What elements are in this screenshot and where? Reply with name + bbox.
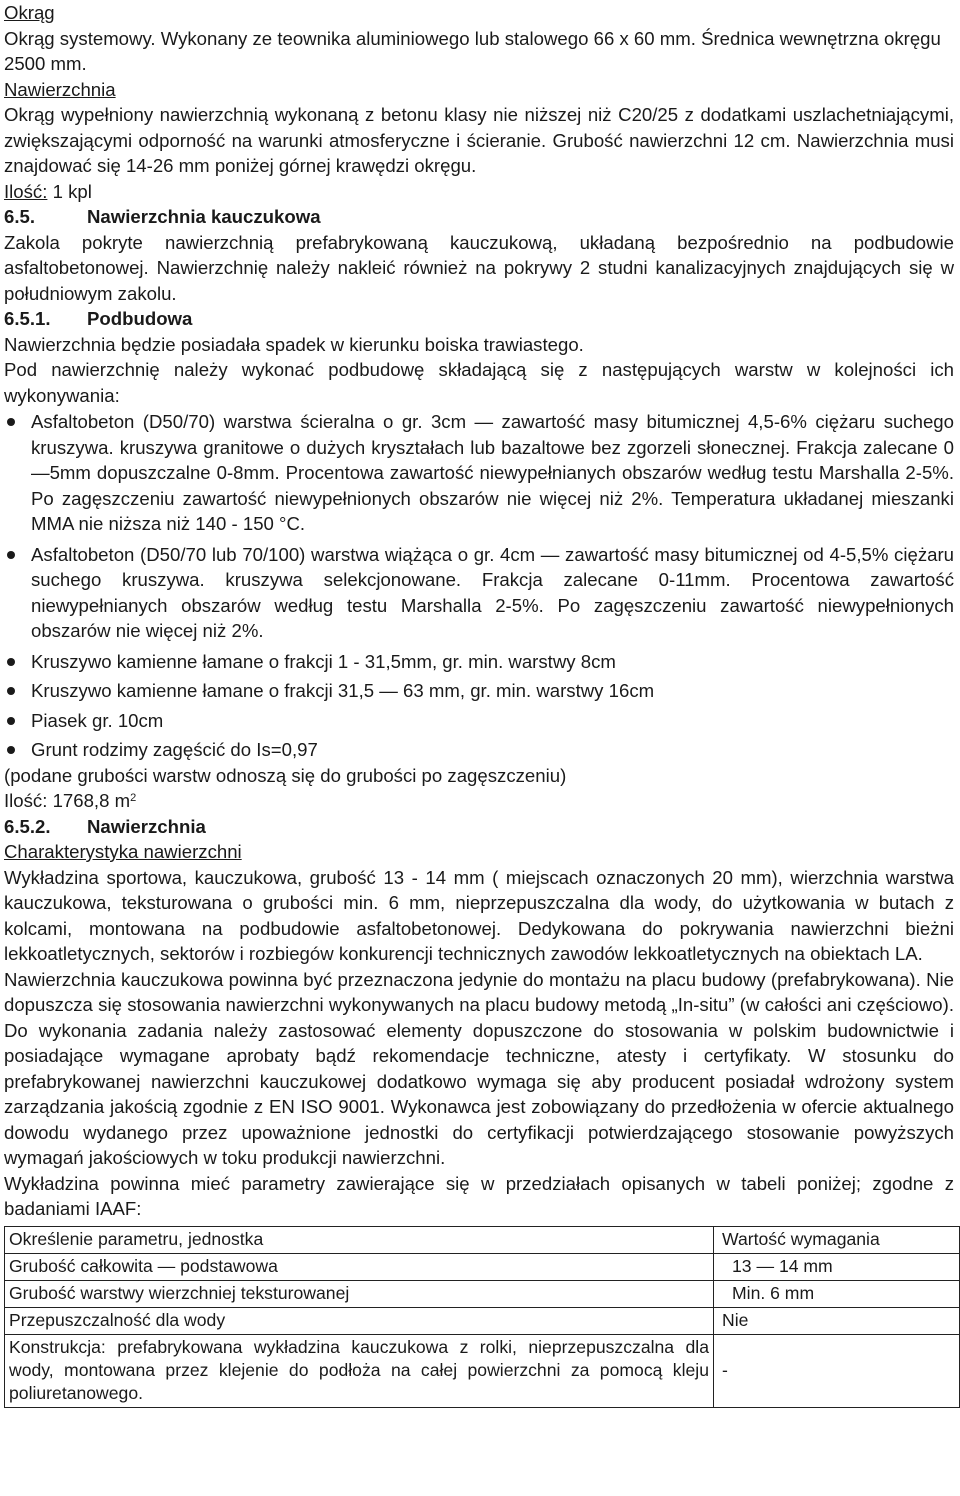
list-item <box>4 542 954 644</box>
table-row <box>5 1334 960 1407</box>
section-6-5-1-heading <box>4 306 954 332</box>
characteristics-p3: Wykładzina powinna mieć parametry zawierające się w przedziałach opisanych w tabeli poniżej; zgodne z badaniami IAAF: <box>4 1172 954 1219</box>
list-item <box>4 649 954 675</box>
layers-list-3 <box>4 649 954 763</box>
slope-text: Nawierzchnia będzie posiadała spadek w kierunku boiska trawiastego. <box>4 333 584 355</box>
podbudowa-quantity <box>4 788 954 814</box>
characteristics-heading: Charakterystyka nawierzchni <box>4 841 242 862</box>
bullet-icon <box>7 658 15 666</box>
bullet-icon <box>7 717 15 725</box>
layer-text: Grunt rodzimy zagęścić do Is=0,97 <box>31 739 318 760</box>
quantity-label: Ilość: <box>4 180 48 202</box>
layers-list <box>4 409 954 537</box>
table-cell: Konstrukcja: prefabrykowana wykładzina kauczukowa z rolki, nieprzepuszczalna dla wody, montowana przez klejenie do podłoża na całej powierzchni za pomocą kleju poliuretanowego. <box>5 1334 714 1407</box>
table-header-cell: Określenie parametru, jednostka <box>5 1226 714 1253</box>
layer-text: Kruszywo kamienne łamane o frakcji 1 - 31,5mm, gr. min. warstwy 8cm <box>31 650 616 672</box>
list-item <box>4 409 954 537</box>
table-header-row <box>5 1226 960 1253</box>
layers-list-2 <box>4 542 954 644</box>
bullet-icon <box>7 687 15 695</box>
layer-text: Asfaltobeton (D50/70 lub 70/100) warstwa wiążąca o gr. 4cm — zawartość masy bitumicznej od 4-5,5% ciężaru suchego kruszywa. kruszywa selekcjonowane. Frakcja zalecane 0-11mm. Procentowa zawartość niewypełnianych obszarów według testu Marshalla 2-5%. Po zagęszczeniu zawartość niewypełnionych obszarów nie więcej niż 2%. <box>31 543 954 641</box>
section-6-5-2-heading <box>4 814 954 840</box>
table-cell: 13 — 14 mm <box>714 1253 960 1280</box>
table-row <box>5 1280 960 1307</box>
characteristics-p2: Nawierzchnia kauczukowa powinna być przeznaczona jedynie do montażu na placu budowy (prefabrykowana). Nie dopuszcza się stosowania nawierzchni wykonywanych na placu budowy metodą „In-situ” (w całości ani częściowo). Do wykonania zadania należy zastosować elementy dopuszczone do stosowania w polskim budownictwie i posiadające wymagane aprobaty bądź rekomendacje techniczne, atesty i certyfikaty. W stosunku do prefabrykowanej nawierzchni kauczukowej dodatkowo wymaga się aby producent posiadał wdrożony system zarządzania jakością zgodnie z EN ISO 9001. Wykonawca jest zobowiązany do przedłożenia w ofercie aktualnego dowodu wydanego przez upoważnione jednostki do certyfikacji potwierdzającego stosowanie powyższych wymagań jakościowych w toku produkcji nawierzchni. <box>4 968 954 1168</box>
okrag-heading: Okrąg <box>4 2 55 23</box>
table-cell: Grubość całkowita — podstawowa <box>5 1253 714 1280</box>
section-6-5-1-number: 6.5.1. <box>4 308 51 329</box>
section-6-5-2-title: Nawierzchnia <box>87 815 206 837</box>
table-row <box>5 1307 960 1334</box>
layers-note: (podane grubości warstw odnoszą się do grubości po zagęszczeniu) <box>4 764 567 786</box>
table-cell: Przepuszczalność dla wody <box>5 1307 714 1334</box>
quantity-value: 1 kpl <box>47 180 92 202</box>
table-cell: Nie <box>714 1307 960 1334</box>
nawierzchnia-heading: Nawierzchnia <box>4 78 116 100</box>
table-cell: Min. 6 mm <box>714 1280 960 1307</box>
nawierzchnia-text: Okrąg wypełniony nawierzchnią wykonaną z betonu klasy nie niższej niż C20/25 z dodatkami uszlachetniającymi, zwiększającymi odporność na warunki atmosferyczne i ścieranie. Grubość nawierzchni 12 cm. Nawierzchnia musi znajdować się 14-26 mm poniżej górnej krawędzi okręgu. <box>4 104 954 176</box>
section-6-5-number: 6.5. <box>4 206 36 227</box>
layer-text: Kruszywo kamienne łamane o frakcji 31,5 — 63 mm, gr. min. warstwy 16cm <box>31 680 655 701</box>
section-6-5-title: Nawierzchnia kauczukowa <box>87 206 321 227</box>
layers-intro: Pod nawierzchnię należy wykonać podbudowę składającą się z następujących warstw w kolejności ich wykonywania: <box>4 359 954 406</box>
list-item <box>4 737 954 763</box>
quantity-unit-sup: 2 <box>130 792 137 804</box>
table-header-cell: Wartość wymagania <box>714 1226 960 1253</box>
bullet-icon <box>7 418 15 426</box>
table-cell: - <box>714 1334 960 1407</box>
bullet-icon <box>7 746 15 754</box>
okrag-text: Okrąg systemowy. Wykonany ze teownika aluminiowego lub stalowego 66 x 60 mm. Średnica wewnętrzna okręgu 2500 mm. <box>4 27 941 74</box>
okrag-quantity <box>4 179 954 205</box>
characteristics-p1: Wykładzina sportowa, kauczukowa, grubość 13 - 14 mm ( miejscach oznaczonych 20 mm), wierzchnia warstwa kauczukowa, teksturowana o grubości min. 6 mm, nieprzepuszczalna dla wody, do użytkowania w butach z kolcami, montowana na podbudowie asfaltobetonowej. Dedykowana do pokrywania nawierzchni bieżni lekkoatletycznych, sektorów i rozbiegów konkurencji technicznych zawodów lekkoatletycznych na obiektach LA. <box>4 866 954 964</box>
table-row <box>5 1253 960 1280</box>
layer-text: Asfaltobeton (D50/70) warstwa ścieralna o gr. 3cm — zawartość masy bitumicznej 4,5-6% ciężaru suchego kruszywa. kruszywa granitowe o dużych kryształach lub bazaltowe bez zgorzeli słonecznej. Frakcja zalecane 0—5mm dopuszczalne 0-8mm. Procentowa zawartość niewypełnianych obszarów według testu Marshalla 2-5%. Po zagęszczeniu zawartość niewypełnionych obszarów nie więcej niż 2%. Temperatura układanej mieszanki MMA nie niższa niż 140 - 150 °C. <box>31 411 954 534</box>
layer-text: Piasek gr. 10cm <box>31 709 164 731</box>
parameters-table <box>4 1226 960 1408</box>
section-6-5-1-title: Podbudowa <box>87 308 193 329</box>
list-item <box>4 678 954 704</box>
quantity-text: Ilość: 1768,8 m <box>4 790 131 811</box>
section-6-5-heading <box>4 204 954 230</box>
table-cell: Grubość warstwy wierzchniej teksturowanej <box>5 1280 714 1307</box>
section-6-5-2-number: 6.5.2. <box>4 815 51 837</box>
section-6-5-text: Zakola pokryte nawierzchnią prefabrykowaną kauczukową, układaną bezpośrednio na podbudowie asfaltobetonowej. Nawierzchnię należy nakleić również na pokrywy 2 studni kanalizacyjnych znajdujących się w południowym zakolu. <box>4 231 954 304</box>
bullet-icon <box>7 551 15 559</box>
list-item <box>4 708 954 734</box>
